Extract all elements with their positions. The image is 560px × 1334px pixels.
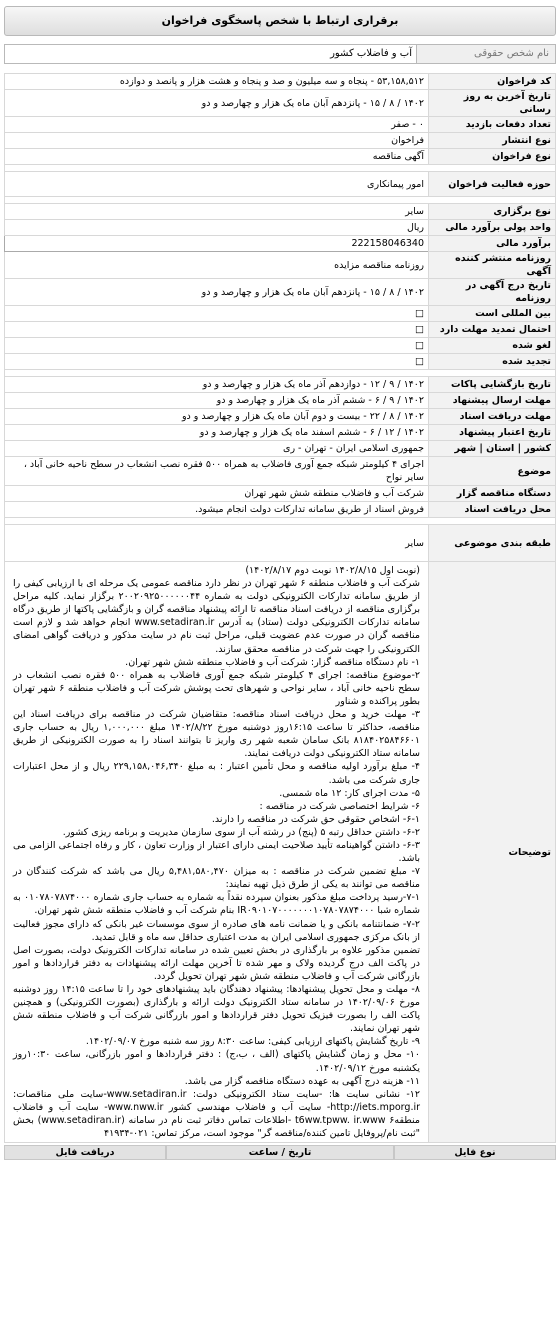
file-type-header: نوع فایل xyxy=(394,1145,556,1160)
row-b-2 xyxy=(5,236,556,252)
row-b-5-value: □ xyxy=(5,306,429,322)
contact-value: آب و فاضلاب کشور xyxy=(4,44,416,64)
row-a-3-label: نوع انتشار xyxy=(429,133,556,149)
row-b-1 xyxy=(5,220,556,236)
row-d-0 xyxy=(5,486,556,502)
row-b-2-value: 222158046340 xyxy=(5,236,429,252)
files-header xyxy=(4,1145,556,1160)
file-date-header: تاریخ / ساعت xyxy=(166,1145,394,1160)
row-a-4 xyxy=(5,149,556,165)
row-a-2 xyxy=(5,117,556,133)
details-row xyxy=(5,562,556,1143)
row-a-3 xyxy=(5,133,556,149)
file-download-header: دریافت فایل xyxy=(4,1145,166,1160)
row-c-3-value: ۱۴۰۲ / ۱۲ / ۶ - ششم اسفند ماه یک هزار و چهارصد و دو xyxy=(5,425,429,441)
details-paragraph: شرکت آب و فاضلاب منطقه ۶ شهر تهران در نظر دارد مناقصه عمومی یک مرحله ای با ارزیابی کیفی را از طریق سامانه تدارکات الکترونیکی دولت به شماره ۲۰۰۲۰۹۲۵۰۰۰۰۰۰۴۴ برگزار نماید. کلیه مراحل برگزاری مناقصه از دریافت اسناد مناقصه تا ارائه پیشنهاد مناقصه گران و بازگشایی پاکتها از طریق درگاه سامانه تدارکات الکترونیکی دولت (ستاد) به آدرس www.setadiran.ir انجام خواهد شد و لازم است مناقصه گران در صورت عدم عضویت قبلی، مراحل ثبت نام در سایت مذکور و دریافت گواهی امضای الکترونیکی را جهت شرکت در مناقصه محقق سازند. xyxy=(13,578,421,655)
row-b-4-label: تاریخ درج آگهی در روزنامه xyxy=(429,279,556,306)
subject-row-label: موضوع xyxy=(429,457,556,486)
row-a-0-label: کد فراخوان xyxy=(429,74,556,90)
details-paragraph: ۱۰- محل و زمان گشایش پاکتهای (الف ، ب،ج) : دفتر قراردادها و امور بازرگانی، ساعت ۱۰:۳۰روز یکشنبه مورخ ۱۴۰۲/۰۹/۱۲. xyxy=(13,1049,420,1074)
details-paragraph: ۱۱- هزینه درج آگهی به عهده دستگاه مناقصه گزار می باشد. xyxy=(184,1075,420,1087)
row-c-1-value: ۱۴۰۲ / ۹ / ۶ - ششم آذر ماه یک هزار و چهارصد و دو xyxy=(5,393,429,409)
row-b-6 xyxy=(5,322,556,338)
row-b-5-label: بین المللی است xyxy=(429,306,556,322)
details-paragraph: ۲-موضوع مناقصه: اجرای ۴ کیلومتر شبکه جمع آوری فاضلاب به همراه ۵۰۰ فقره نصب انشعاب در سطح ناحیه خانی آباد ، سایر نواحی و شهرهای تحت پوشش شرکت آب و فاضلاب منطقه ۶ شهر تهران بطور پراکنده و شناور xyxy=(13,669,420,707)
details-paragraph: تضمین مذکور علاوه بر بارگذاری در بخش تعیین شده در سامانه تدارکات الکترونیک دولت، بصورت اصل در پاکت الف درج گردیده ولاک و مهر شده تا آخرین مهلت ارائه پیشنهادات به دفتر قراردادها و امور بازرگانی شرکت آب و فاضلاب منطقه شش شهر تهران تحویل گردد. xyxy=(13,944,420,982)
row-d-1-label: محل دریافت اسناد xyxy=(429,502,556,518)
category-row-value: سایر xyxy=(5,525,429,562)
row-b-8-label: تجدید شده xyxy=(429,354,556,370)
details-paragraph: ۶-۳- داشتن گواهینامه تأیید صلاحیت ایمنی دارای اعتبار از وزارت تعاون ، کار و رفاه اجتماعی الزامی می باشد. xyxy=(13,839,420,865)
row-b-1-label: واحد پولی برآورد مالی xyxy=(429,220,556,236)
page-title: برقراری ارتباط با شخص پاسخگوی فراخوان xyxy=(4,6,556,36)
row-c-2-value: ۱۴۰۲ / ۸ / ۲۲ - بیست و دوم آبان ماه یک هزار و چهارصد و دو xyxy=(5,409,429,425)
info-table xyxy=(4,73,556,1143)
details-paragraph: ۷-۱-رسید پرداخت مبلغ مذکور بعنوان سپرده نقداً به شماره به حساب جاری شماره ۰۱۰۷۸۰۷۸۷۴۰۰۰ به شماره شبا IR۰۹۰۱۰۷۰۰۰۰۰۰۰۱۰۷۸۰۷۸۷۴۰۰۰ بنام شرکت آب و فاضلاب منطقه شش شهر تهران. xyxy=(13,892,420,917)
subject-row-value: اجرای ۴ کیلومتر شبکه جمع آوری فاضلاب به همراه ۵۰۰ فقره نصب انشعاب در سطح ناحیه خانی آباد ، سایر نواح xyxy=(5,457,429,486)
details-paragraph: ۶- شرایط اختصاصی شرکت در مناقصه : xyxy=(259,800,420,812)
details-paragraph: ۴- مبلغ برآورد اولیه مناقصه و محل تأمین اعتبار : به مبلغ ۲۲۹,۱۵۸,۰۴۶,۳۴۰ ریال و از محل اعتبارات جاری شرکت می باشد. xyxy=(13,761,420,786)
row-a-1 xyxy=(5,90,556,117)
category-row xyxy=(5,525,556,562)
row-c-0-value: ۱۴۰۲ / ۹ / ۱۲ - دوازدهم آذر ماه یک هزار و چهارصد و دو xyxy=(5,377,429,393)
details-paragraph: ۸- مهلت و محل تحویل پیشنهادها: پیشنهاد دهندگان باید پیشنهادهای خود را تا ساعت ۱۴:۱۵ روز دوشنبه مورخ ۱۴۰۲/۰۹/۰۶ در سامانه ستاد الکترونیک دولت ارائه و بارگذاری (بصورت الکترونیکی) و همچنین پاکت الف را بصورت فیزیک تحویل دفتر قراردادها و امور بازرگانی شرکت آب و فاضلاب منطقه شش شهر تهران نمایند. xyxy=(13,984,420,1035)
row-c-4 xyxy=(5,441,556,457)
row-c-0 xyxy=(5,377,556,393)
row-b-8 xyxy=(5,354,556,370)
row-b-4-value: ۱۴۰۲ / ۸ / ۱۵ - پانزدهم آبان ماه یک هزار و چهارصد و دو xyxy=(5,279,429,306)
details-paragraph: ۹- تاریخ گشایش پاکتهای ارزیابی کیفی: ساعت ۸:۳۰ روز سه شنبه مورخ ۱۴۰۲/۰۹/۰۷. xyxy=(85,1036,420,1048)
details-text xyxy=(5,562,429,1143)
row-a-2-value: ۰ - صفر xyxy=(5,117,429,133)
row-b-3 xyxy=(5,252,556,279)
details-paragraph: ۳- مهلت خرید و محل دریافت اسناد مناقصه: متقاضیان شرکت در مناقصه برای دریافت اسناد این مناقصه، حداکثر تا ساعت ۱۶:۱۵روز دوشنبه مورخ ۱۴۰۲/۸/۲۲ مبلغ ۱,۰۰۰,۰۰۰ ریال به حساب جاری ۸۱۸۴۰۲۵۸۴۶۶۰۱ بانک سامان شعبه شهر ری واریز تا بتوانند اسناد را به صورت الکترونیکی از طریق سامانه ستاد الکترونیکی دولت دریافت نمایند. xyxy=(13,709,420,760)
row-c-3 xyxy=(5,425,556,441)
details-paragraph: ۶-۲- داشتن حداقل رتبه ۵ (پنج) در رشته آب از سوی سازمان مدیریت و برنامه ریزی کشور. xyxy=(62,826,420,838)
row-c-2-label: مهلت دریافت اسناد xyxy=(429,409,556,425)
row-b-1-value: ریال xyxy=(5,220,429,236)
details-paragraph: ۱۲- نشانی سایت ها: -سایت ستاد الکترونیکی دولت: www.setadiran.ir-سایت ملی مناقصات: http://iets.mporg.ir- سایت آب و فاضلاب مهندسی کشور www.nww.ir- سایت آب و فاضلاب منطقه۶ t6ww.tpww. ir.www -اطلاعات تماس دفاتر ثبت نام در سامانه (www.setadiran.ir) بخش "ثبت نام/پروفایل تامین کننده/مناقصه گر" موجود است، مرکز تماس: ۰۲۱-۴۱۹۳۴ xyxy=(13,1088,421,1140)
row-b-6-label: احتمال تمدید مهلت دارد xyxy=(429,322,556,338)
row-a-2-label: تعداد دفعات بازدید xyxy=(429,117,556,133)
row-b-6-value: □ xyxy=(5,322,429,338)
row-a-4-label: نوع فراخوان xyxy=(429,149,556,165)
activity-row-value: امور پیمانکاری xyxy=(5,172,429,197)
row-c-0-label: تاریخ بازگشایی پاکات xyxy=(429,377,556,393)
row-a-1-value: ۱۴۰۲ / ۸ / ۱۵ - پانزدهم آبان ماه یک هزار و چهارصد و دو xyxy=(5,90,429,117)
row-d-1-value: فروش اسناد از طریق سامانه تدارکات دولت انجام میشود. xyxy=(5,502,429,518)
row-b-8-value: □ xyxy=(5,354,429,370)
row-b-3-value: روزنامه مناقصه مزایده xyxy=(5,252,429,279)
category-row-label: طبقه بندی موضوعی xyxy=(429,525,556,562)
row-c-4-value: جمهوری اسلامی ایران - تهران - ری xyxy=(5,441,429,457)
row-a-4-value: آگهی مناقصه xyxy=(5,149,429,165)
contact-label: نام شخص حقوقی xyxy=(416,44,556,64)
row-c-2 xyxy=(5,409,556,425)
details-label: توضیحات xyxy=(429,562,556,1143)
row-a-0 xyxy=(5,74,556,90)
details-paragraph: ۶-۱- اشخاص حقوقی حق شرکت در مناقصه را دارند. xyxy=(211,813,420,825)
row-d-0-value: شرکت آب و فاضلاب منطقه شش شهر تهران xyxy=(5,486,429,502)
row-b-2-label: برآورد مالی xyxy=(429,236,556,252)
contact-row xyxy=(4,44,556,64)
row-b-7 xyxy=(5,338,556,354)
activity-row xyxy=(5,172,556,197)
row-a-3-value: فراخوان xyxy=(5,133,429,149)
details-paragraph: ۵- مدت اجرای کار: ۱۲ ماه شمسی. xyxy=(279,787,420,799)
row-b-0-value: سایر xyxy=(5,204,429,220)
row-c-4-label: کشور | استان | شهر xyxy=(429,441,556,457)
subject-row xyxy=(5,457,556,486)
details-paragraph: (نوبت اول ۱۴۰۲/۸/۱۵ نوبت دوم ۱۴۰۲/۸/۱۷) xyxy=(245,565,420,576)
details-paragraph: ۷-۲- ضمانتنامه بانکی و یا ضمانت نامه های صادره از سوی موسسات غیر بانکی که دارای مجوز فعالیت از بانک مرکزی جمهوری اسلامی ایران به مدت اعتباری حداقل سه ماه و قابل تمدید. xyxy=(13,918,420,943)
row-b-0-label: نوع برگزاری xyxy=(429,204,556,220)
row-b-5 xyxy=(5,306,556,322)
row-d-0-label: دستگاه مناقصه گزار xyxy=(429,486,556,502)
row-b-0 xyxy=(5,204,556,220)
row-d-1 xyxy=(5,502,556,518)
row-b-7-label: لغو شده xyxy=(429,338,556,354)
row-c-1 xyxy=(5,393,556,409)
row-b-7-value: □ xyxy=(5,338,429,354)
row-b-3-label: روزنامه منتشر کننده آگهی xyxy=(429,252,556,279)
details-paragraph: ۱- نام دستگاه مناقصه گزار: شرکت آب و فاضلاب منطقه شش شهر تهران. xyxy=(125,656,420,668)
details-paragraph: ۷- مبلغ تضمین شرکت در مناقصه : به میزان ۵,۴۸۱,۵۸۰,۴۷۰ ریال می باشد که شرکت کنندگان در مناقصه می توانند به یکی از طرق ذیل تهیه نمایند: xyxy=(13,866,420,891)
row-b-4 xyxy=(5,279,556,306)
row-c-1-label: مهلت ارسال پیشنهاد xyxy=(429,393,556,409)
page xyxy=(4,6,556,1160)
row-c-3-label: تاریخ اعتبار پیشنهاد xyxy=(429,425,556,441)
row-a-0-value: ۵۳,۱۵۸,۵۱۲ - پنجاه و سه میلیون و صد و پنجاه و هشت هزار و پانصد و دوازده xyxy=(5,74,429,90)
row-a-1-label: تاریخ آخرین به روز رسانی xyxy=(429,90,556,117)
activity-row-label: حوزه فعالیت فراخوان xyxy=(429,172,556,197)
